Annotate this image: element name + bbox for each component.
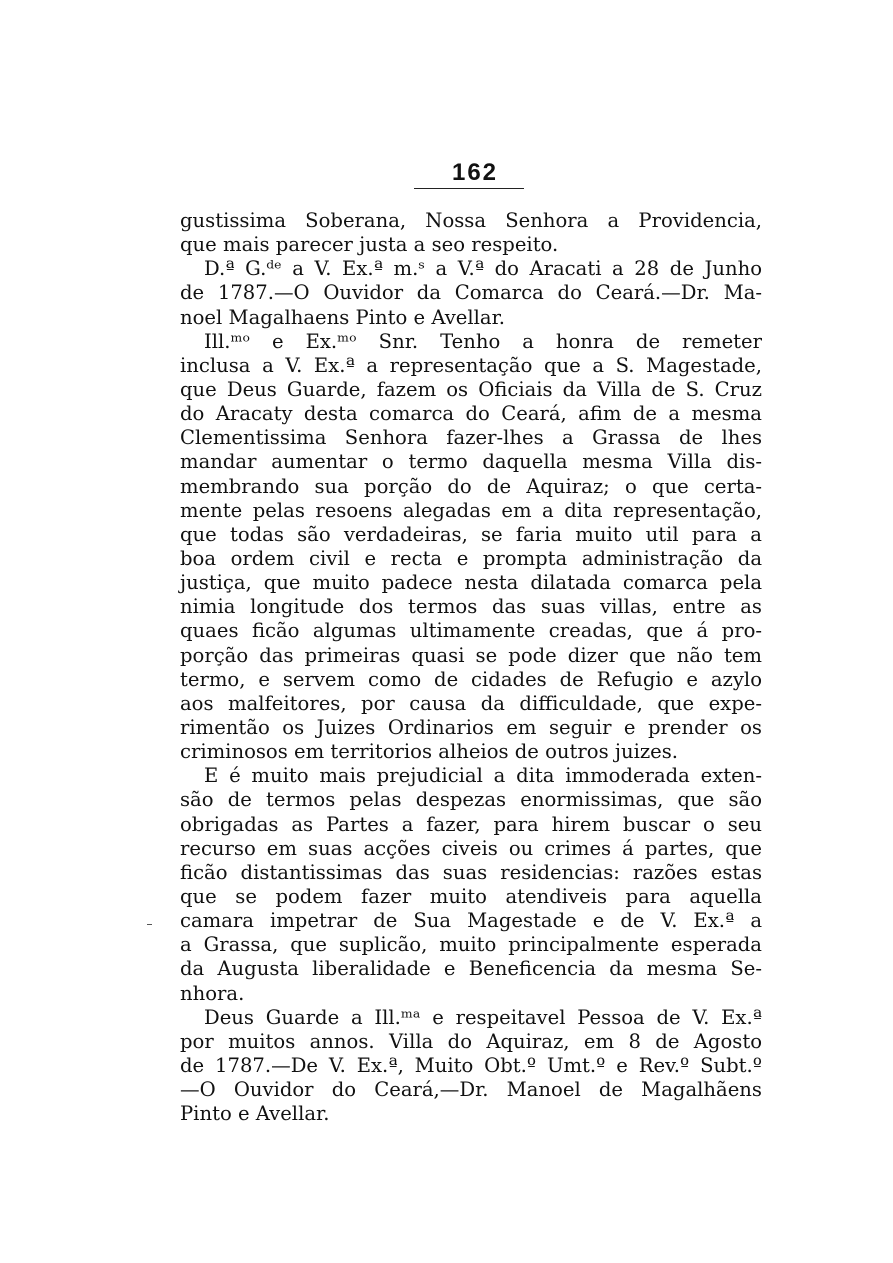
- text-line: aos malfeitores, por causa da difficuldade, que expe-: [180, 691, 762, 715]
- text-line: da Augusta liberalidade e Beneficencia da mesma Se-: [180, 957, 762, 981]
- text-line: membrando sua porção do de Aquiraz; o que certa-: [180, 474, 762, 498]
- text-line: de 1787.—De V. Ex.ª, Muito Obt.º Umt.º e Rev.º Subt.º: [180, 1053, 762, 1077]
- text-line: Ill.ᵐᵒ e Ex.ᵐᵒ Snr. Tenho a honra de remeter: [204, 329, 762, 353]
- text-line: justiça, que muito padece nesta dilatada comarca pela: [180, 571, 762, 595]
- text-line: que Deus Guarde, fazem os Oficiais da Villa de S. Cruz: [180, 377, 762, 401]
- book-page: [180, 158, 762, 1126]
- text-line: nimia longitude dos termos das suas villas, entre as: [180, 595, 762, 619]
- text-line: termo, e servem como de cidades de Refugio e azylo: [180, 667, 762, 691]
- text-line: que se podem fazer muito atendiveis para aquella: [180, 884, 762, 908]
- text-line: camara impetrar de Sua Magestade e de V. Ex.ª a: [180, 909, 762, 933]
- text-line: inclusa a V. Ex.ª a representação que a S. Magestade,: [180, 353, 762, 377]
- text-line: porção das primeiras quasi se pode dizer que não tem: [180, 643, 762, 667]
- text-line: por muitos annos. Villa do Aquiraz, em 8 de Agosto: [180, 1029, 762, 1053]
- text-line: de 1787.—O Ouvidor da Comarca do Ceará.—Dr. Ma-: [180, 281, 762, 305]
- text-line: Deus Guarde a Ill.ᵐᵃ e respeitavel Pessoa de V. Ex.ª: [204, 1005, 762, 1029]
- text-line: Pinto e Avellar.: [180, 1102, 330, 1126]
- text-line: noel Magalhaens Pinto e Avellar.: [180, 305, 506, 329]
- text-line: D.ª G.ᵈᵉ a V. Ex.ª m.ˢ a V.ª do Aracati a 28 de Junho: [204, 257, 762, 281]
- text-line: são de termos pelas despezas enormissimas, que são: [180, 788, 762, 812]
- text-line: Clementissima Senhora fazer-lhes a Grassa de lhes: [180, 426, 762, 450]
- body-text: [180, 209, 762, 1126]
- text-line: mente pelas resoens alegadas em a dita representação,: [180, 498, 762, 522]
- page-number: 162: [451, 159, 499, 186]
- text-line: recurso em suas acções civeis ou crimes á partes, que: [180, 836, 762, 860]
- text-line: a Grassa, que suplicão, muito principalmente esperada: [180, 933, 762, 957]
- text-line: criminosos em territorios alheios de outros juizes.: [180, 740, 679, 764]
- text-line: do Aracaty desta comarca do Ceará, afim de a mesma: [180, 402, 762, 426]
- text-line: rimentão os Juizes Ordinarios em seguir e prender os: [180, 715, 762, 739]
- text-line: obrigadas as Partes a fazer, para hirem buscar o seu: [180, 812, 762, 836]
- margin-mark: [147, 924, 152, 925]
- text-line: E é muito mais prejudicial a dita immoderada exten-: [204, 764, 762, 788]
- text-line: ficão distantissimas das suas residencias: razões estas: [180, 860, 762, 884]
- text-line: quaes ficão algumas ultimamente creadas, que á pro-: [180, 619, 762, 643]
- text-line: nhora.: [180, 981, 245, 1005]
- text-line: gustissima Soberana, Nossa Senhora a Providencia,: [180, 209, 762, 232]
- text-line: —O Ouvidor do Ceará,—Dr. Manoel de Magalhãens: [180, 1078, 762, 1102]
- text-line: mandar aumentar o termo daquella mesma Villa dis-: [180, 450, 762, 474]
- text-line: que mais parecer justa a seo respeito.: [180, 233, 559, 257]
- text-line: boa ordem civil e recta e prompta administração da: [180, 546, 762, 570]
- text-line: que todas são verdadeiras, se faria muito util para a: [180, 522, 762, 546]
- header-rule: [414, 188, 524, 189]
